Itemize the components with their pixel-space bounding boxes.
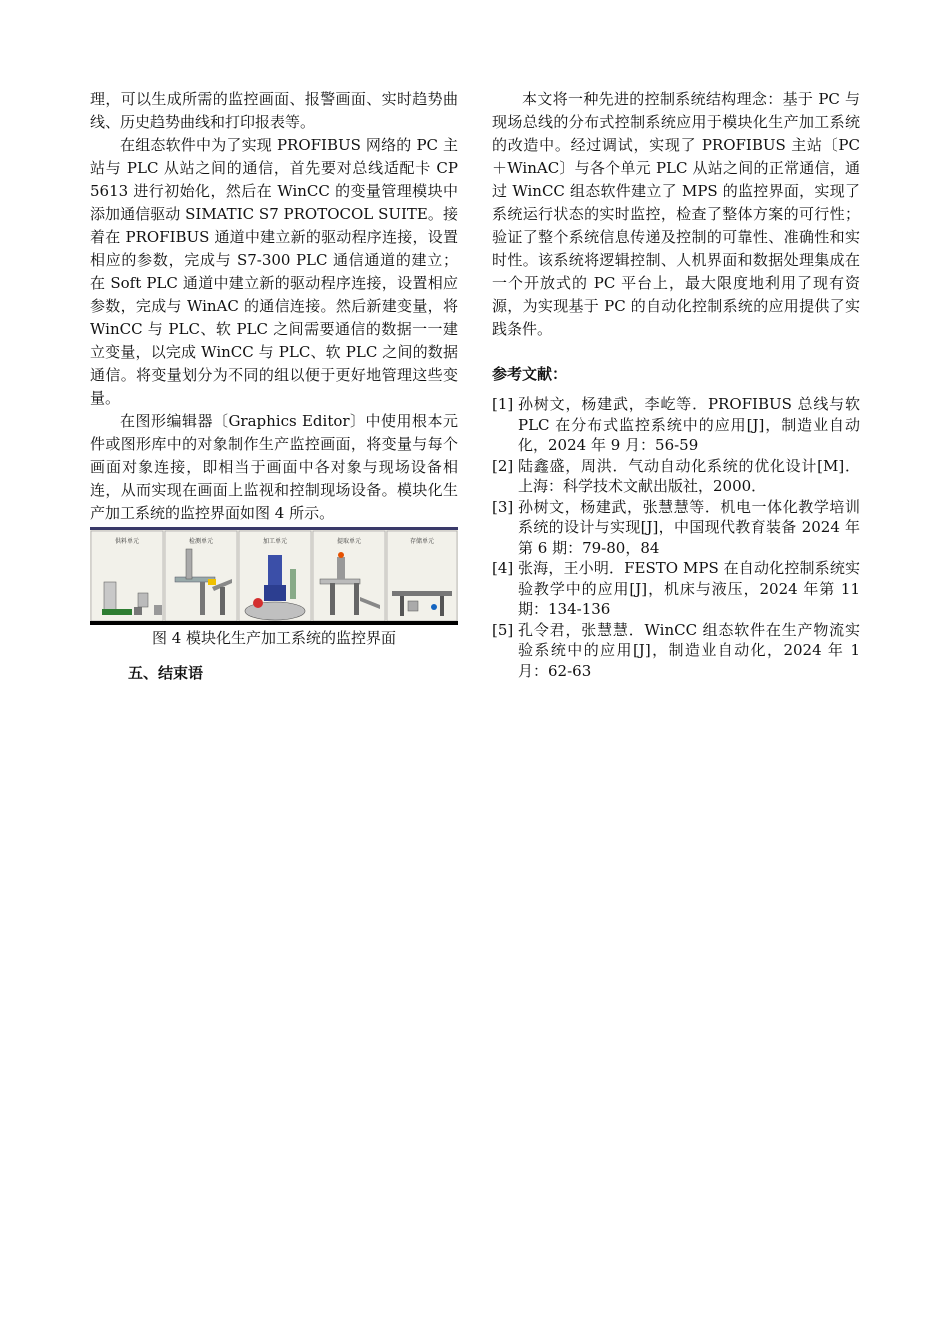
reference-item	[492, 497, 860, 559]
reference-text: 孙树文，杨建武，李屹等．PROFIBUS 总线与软 PLC 在分布式监控系统中的应用[J]，制造业自动化，2024 年 9 月：56-59	[518, 395, 860, 454]
panel-label-1: 供料单元	[114, 538, 140, 545]
reference-number: [2]	[492, 456, 514, 475]
reference-item	[492, 456, 860, 497]
panel-label-4: 提取单元	[336, 538, 362, 545]
references-list	[492, 394, 860, 681]
section-heading: 五、结束语	[128, 664, 204, 682]
reference-item	[492, 558, 860, 620]
panel-label-5: 存储单元	[409, 538, 435, 545]
panel-label-2: 检测单元	[188, 538, 214, 545]
references-heading: 参考文献：	[492, 365, 568, 383]
reference-number: [5]	[492, 620, 514, 639]
reference-text: 孙树文，杨建武，张慧慧等．机电一体化教学培训系统的设计与实现[J]，中国现代教育装备 2024 年第 6 期：79-80，84	[518, 497, 860, 557]
panel-label-3: 加工单元	[262, 538, 288, 545]
reference-text: 陆鑫盛，周洪．气动自动化系统的优化设计[M]．上海：科学技术文献出版社，2000．	[518, 456, 860, 495]
reference-item	[492, 394, 860, 456]
reference-item	[492, 620, 860, 682]
reference-text: 孔令君，张慧慧．WinCC 组态软件在生产物流实验系统中的应用[J]，制造业自动化，2024 年 1 月：62-63	[518, 620, 860, 680]
right-column	[492, 88, 860, 681]
paragraph-1: 理，可以生成所需的监控画面、报警画面、实时趋势曲线、历史趋势曲线和打印报表等。	[90, 90, 458, 131]
figure-caption: 图 4 模块化生产加工系统的监控界面	[151, 629, 397, 647]
paragraph-3: 在图形编辑器〔Graphics Editor〕中使用根本元件或图形库中的对象制作生产监控画面，将变量与每个画面对象连接，即相当于画面中各对象与现场设备相连，从而实现在画面上监视和控制现场设备。模块化生产加工系统的监控界面如图 4 所示。	[90, 412, 458, 522]
figure-4	[90, 527, 458, 650]
conclusion-paragraph: 本文将一种先进的控制系统结构理念：基于 PC 与现场总线的分布式控制系统应用于模块化生产加工系统的改造中。经过调试，实现了 PROFIBUS 主站〔PC＋WinAC〕与各个单元 PLC 从站之间的正常通信，通过 WinCC 组态软件建立了 MPS 的监控界面，实现了系统运行状态的实时监控，检查了整体方案的可行性；验证了整个系统信息传递及控制的可靠性、准确性和实时性。该系统将逻辑控制、人机界面和数据处理集成在一个开放式的 PC 平台上，最大限度地利用了现有资源，为实现基于 PC 的自动化控制系统的应用提供了实践条件。	[492, 90, 860, 338]
reference-number: [1]	[492, 395, 514, 413]
reference-number: [4]	[492, 559, 514, 577]
left-column	[90, 88, 458, 685]
reference-text: 张海，王小明．FESTO MPS 在自动化控制系统实验教学中的应用[J]，机床与液压，2024 年第 11 期：134-136	[518, 559, 860, 618]
paragraph-2: 在组态软件中为了实现 PROFIBUS 网络的 PC 主站与 PLC 从站之间的通信，首先要对总线适配卡 CP 5613 进行初始化，然后在 WinCC 的变量管理模块中添加通信驱动 SIMATIC S7 PROTOCOL SUITE。接着在 PROFIBUS 通道中建立新的驱动程序连接，设置相应的参数，完成与 S7-300 PLC 通信通道的建立；在 Soft PLC 通道中建立新的驱动程序连接，设置相应参数，完成与 WinAC 的通信连接。然后新建变量，将 WinCC 与 PLC、软 PLC 之间需要通信的数据一一建立变量，以完成 WinCC 与 PLC、软 PLC 之间的数据通信。将变量划分为不同的组以便于更好地管理这些变量。	[90, 136, 458, 407]
reference-number: [3]	[492, 497, 514, 516]
monitoring-interface-image	[90, 527, 458, 625]
